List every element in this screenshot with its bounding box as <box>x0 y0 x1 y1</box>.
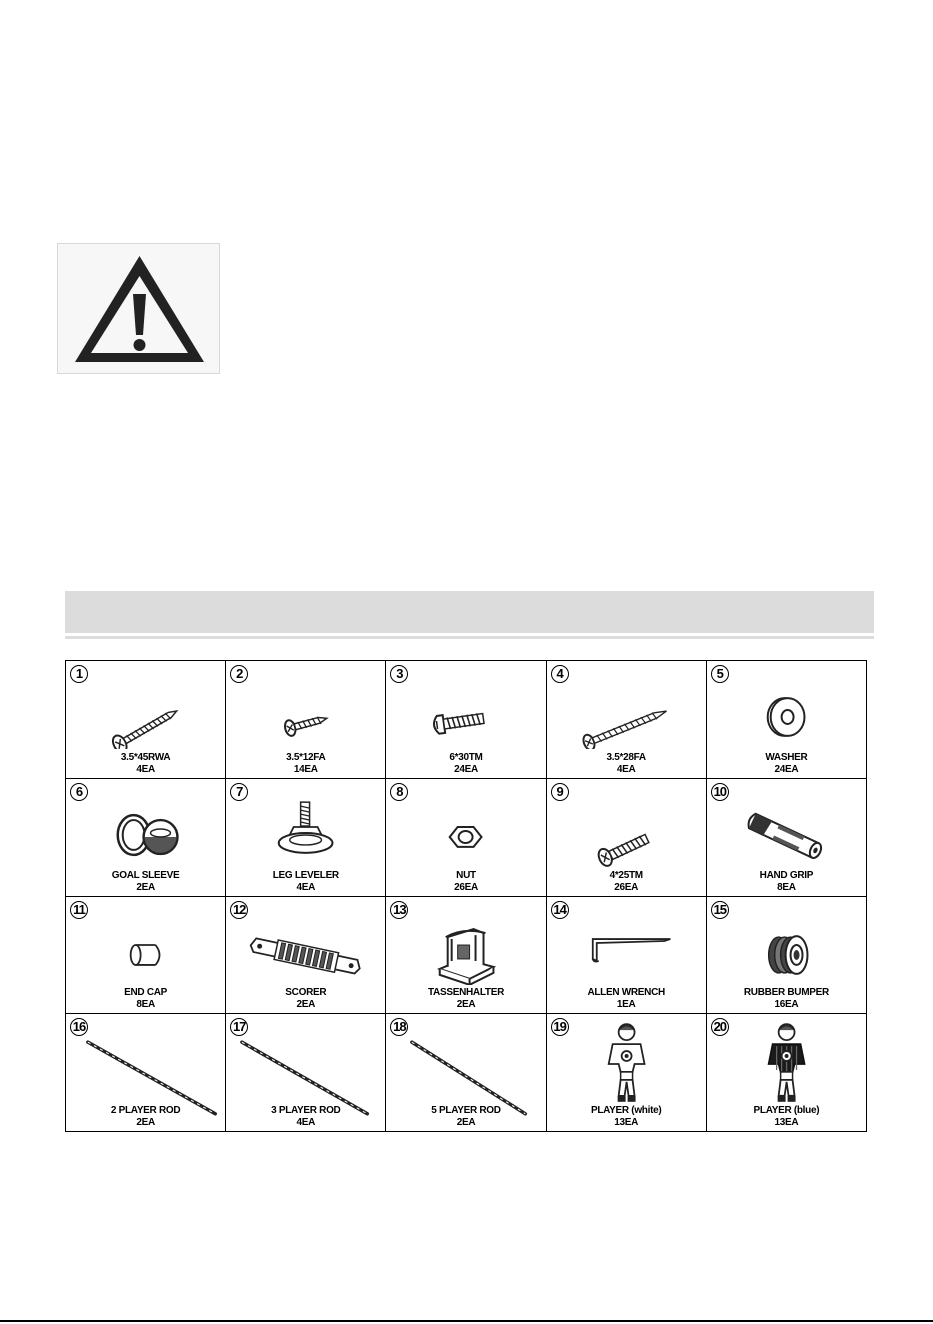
bolt-icon <box>386 679 545 749</box>
parts-list-table <box>65 660 867 1132</box>
part-label: END CAP 8EA <box>124 987 168 1011</box>
part-label: PLAYER (white) 13EA <box>590 1105 662 1128</box>
long-screw-icon <box>66 679 225 749</box>
leg-leveler-icon <box>226 797 385 867</box>
part-label: 3.5*12FA 14EA <box>286 751 326 775</box>
part-cell <box>547 897 707 1015</box>
part-number: 3 <box>390 665 408 683</box>
hand-grip-icon <box>707 797 866 867</box>
part-number: 10 <box>711 783 729 801</box>
washer-icon <box>707 679 866 749</box>
part-cell <box>226 897 386 1015</box>
page-bottom-rule <box>0 1320 933 1322</box>
rubber-bumper-icon <box>707 915 866 985</box>
cup-holder-icon <box>386 915 545 985</box>
part-cell <box>707 897 867 1015</box>
part-cell <box>707 779 867 897</box>
part-number: 8 <box>390 783 408 801</box>
part-number: 6 <box>70 783 88 801</box>
part-number: 12 <box>230 901 248 919</box>
part-label: 3.5*45RWA 4EA <box>120 751 171 775</box>
part-number: 11 <box>70 901 88 919</box>
part-cell <box>707 1014 867 1132</box>
part-cell <box>66 661 226 779</box>
part-label: HAND GRIP 8EA <box>759 869 814 893</box>
part-label: 3 PLAYER ROD 4EA <box>271 1105 341 1128</box>
part-label: TASSENHALTER 2EA <box>427 987 504 1011</box>
part-number: 9 <box>551 783 569 801</box>
end-cap-icon <box>66 915 225 985</box>
scorer-icon <box>226 915 385 985</box>
part-cell <box>547 779 707 897</box>
part-number: 16 <box>70 1018 88 1036</box>
part-label: NUT 26EA <box>454 869 478 893</box>
part-number: 14 <box>551 901 569 919</box>
machine-screw-icon <box>547 797 706 867</box>
section-header-bar <box>65 591 874 633</box>
player-white-icon <box>547 1018 706 1108</box>
part-cell <box>66 897 226 1015</box>
part-label: 3.5*28FA 4EA <box>606 751 646 775</box>
nut-icon <box>386 797 545 867</box>
part-label: RUBBER BUMPER 16EA <box>743 987 829 1011</box>
part-cell <box>547 661 707 779</box>
part-cell <box>66 1014 226 1132</box>
part-number: 13 <box>390 901 408 919</box>
part-label: SCORER 2EA <box>285 987 327 1011</box>
part-label: ALLEN WRENCH 1EA <box>587 987 665 1011</box>
part-cell <box>386 1014 546 1132</box>
part-number: 1 <box>70 665 88 683</box>
part-label: WASHER 24EA <box>765 751 808 775</box>
part-cell <box>386 897 546 1015</box>
short-screw-icon <box>226 679 385 749</box>
part-label: PLAYER (blue) 13EA <box>753 1105 820 1128</box>
goal-sleeve-icon <box>66 797 225 867</box>
part-cell <box>707 661 867 779</box>
part-cell <box>226 1014 386 1132</box>
part-cell <box>547 1014 707 1132</box>
section-divider <box>65 636 874 639</box>
part-cell <box>66 779 226 897</box>
part-number: 4 <box>551 665 569 683</box>
part-cell <box>226 779 386 897</box>
allen-wrench-icon <box>547 915 706 985</box>
part-cell <box>386 661 546 779</box>
part-label: 2 PLAYER ROD 2EA <box>110 1105 181 1128</box>
part-number: 17 <box>230 1018 248 1036</box>
part-label: 5 PLAYER ROD 2EA <box>431 1105 501 1128</box>
part-number: 15 <box>711 901 729 919</box>
part-cell <box>386 779 546 897</box>
part-number: 19 <box>551 1018 569 1036</box>
part-label: 6*30TM 24EA <box>449 751 483 775</box>
part-number: 7 <box>230 783 248 801</box>
part-cell <box>226 661 386 779</box>
part-label: 4*25TM 26EA <box>609 869 643 893</box>
part-number: 5 <box>711 665 729 683</box>
warning-sign <box>57 243 220 374</box>
player-blue-icon <box>707 1018 866 1108</box>
part-label: GOAL SLEEVE 2EA <box>111 869 180 893</box>
part-number: 20 <box>711 1018 729 1036</box>
part-number: 18 <box>390 1018 408 1036</box>
warning-triangle-icon <box>68 250 211 369</box>
wood-screw-icon <box>547 679 706 749</box>
part-number: 2 <box>230 665 248 683</box>
part-label: LEG LEVELER 4EA <box>272 869 339 893</box>
